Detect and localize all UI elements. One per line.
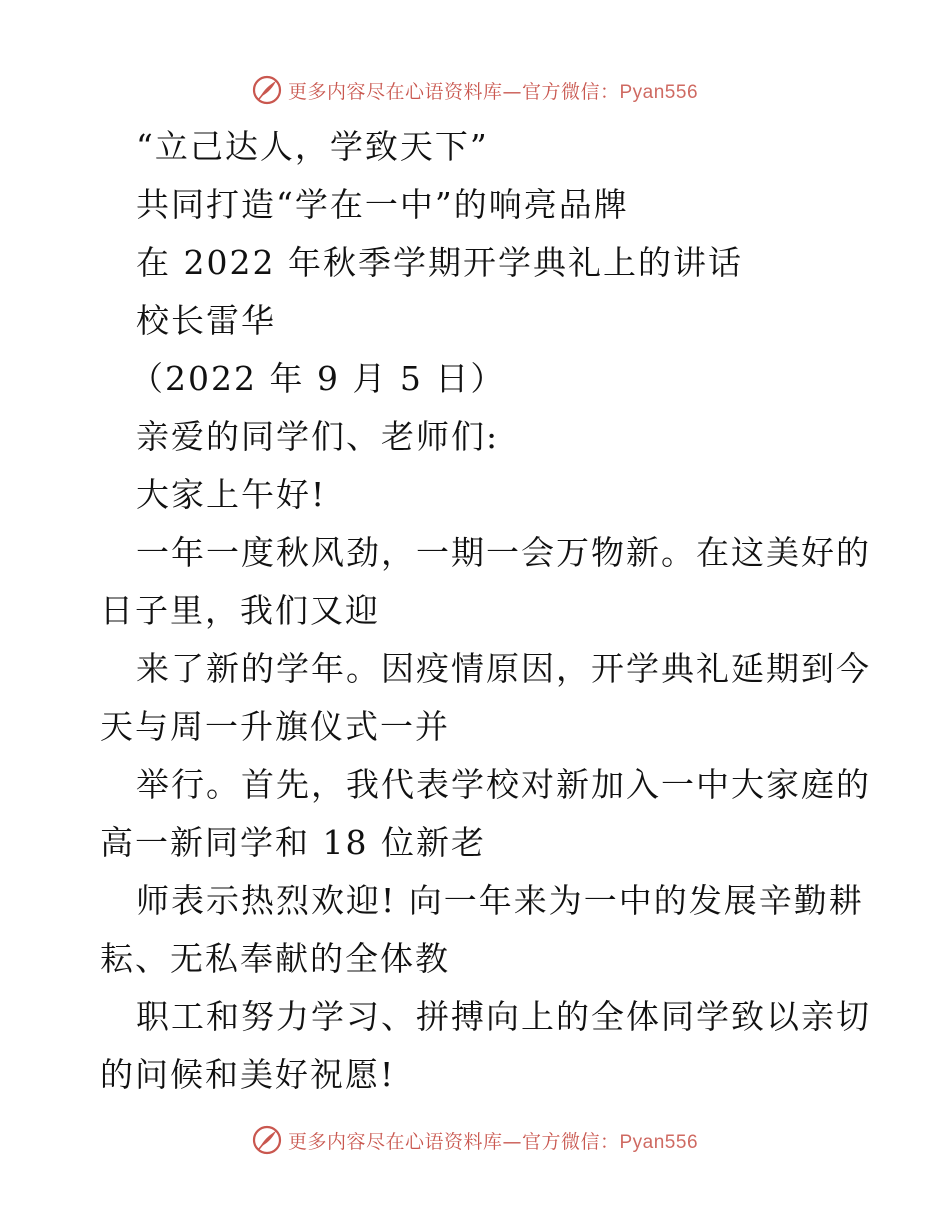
salutation: 亲爱的同学们、老师们:	[136, 417, 500, 456]
speech-subtitle: 在 2022 年秋季学期开学典礼上的讲话	[136, 243, 743, 282]
paragraph-line: 日子里，我们又迎	[100, 591, 380, 630]
speech-slogan: “立己达人，学致天下”	[136, 127, 489, 166]
watermark-text: 更多内容尽在心语资料库—官方微信：	[287, 1130, 620, 1153]
speech-date: （2022 年 9 月 5 日）	[130, 359, 506, 398]
paragraph-line: 的问候和美好祝愿!	[100, 1055, 396, 1094]
paragraph-line: 耘、无私奉献的全体教	[100, 939, 450, 978]
paragraph-line: 师表示热烈欢迎! 向一年来为一中的发展辛勤耕	[136, 881, 864, 920]
watermark-wechat-id: Pyan556	[619, 1131, 699, 1153]
quill-logo-icon	[252, 75, 282, 105]
paragraph-line: 天与周一升旗仪式一并	[100, 707, 450, 746]
paragraph-line: 来了新的学年。因疫情原因，开学典礼延期到今	[136, 649, 871, 688]
watermark-wechat-id: Pyan556	[619, 81, 699, 103]
paragraph-line: 职工和努力学习、拼搏向上的全体同学致以亲切	[136, 997, 871, 1036]
paragraph-line: 一年一度秋风劲，一期一会万物新。在这美好的	[136, 533, 871, 572]
paragraph-line: 高一新同学和 18 位新老	[100, 823, 486, 862]
speaker: 校长雷华	[136, 301, 276, 340]
footer-watermark	[0, 1120, 950, 1160]
greeting: 大家上午好!	[136, 475, 327, 514]
speech-title: 共同打造“学在一中”的响亮品牌	[136, 185, 629, 224]
paragraph-line: 举行。首先，我代表学校对新加入一中大家庭的	[136, 765, 871, 804]
watermark-text: 更多内容尽在心语资料库—官方微信：	[287, 80, 620, 103]
header-watermark	[0, 70, 950, 110]
quill-logo-icon	[252, 1125, 282, 1155]
document-body	[100, 118, 871, 1104]
